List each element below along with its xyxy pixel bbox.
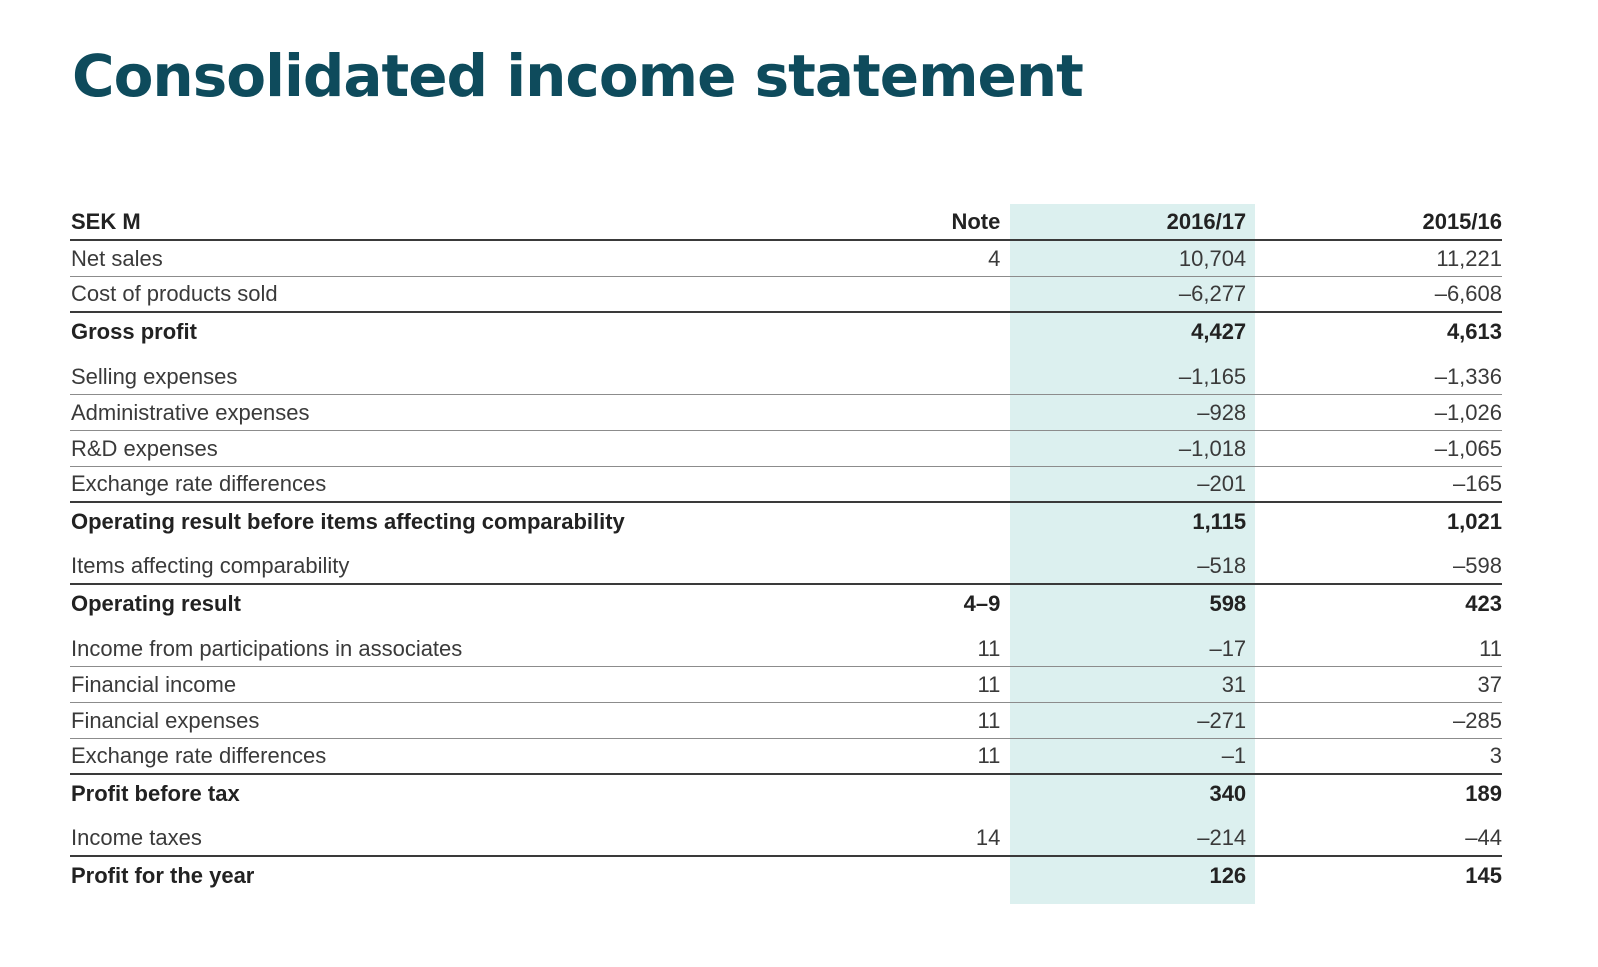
row-value-current: –1 [1221, 743, 1247, 768]
row-value-previous: –598 [1453, 553, 1502, 578]
table-row [70, 395, 1502, 431]
header-note: Note [951, 208, 1001, 234]
row-label: Income taxes [71, 825, 202, 850]
row-note: 4–9 [963, 590, 1001, 616]
row-value-previous: –1,026 [1434, 399, 1502, 425]
page-title: Consolidated income statement [72, 42, 1083, 110]
row-note: 11 [977, 671, 1001, 697]
table-total-row [70, 775, 1502, 812]
row-label: Selling expenses [71, 363, 238, 389]
table-total-row [70, 857, 1502, 894]
table-total-row [70, 585, 1502, 622]
row-value-previous: 1,021 [1446, 508, 1502, 534]
row-label: Exchange rate differences [71, 743, 327, 768]
row-label: Financial income [71, 671, 237, 697]
row-value-previous: –1,065 [1434, 435, 1502, 461]
table-body [70, 241, 1502, 894]
table-row [70, 277, 1502, 313]
row-value-previous: 145 [1465, 862, 1502, 888]
row-value-current: 4,427 [1191, 318, 1247, 344]
row-value-current: –518 [1197, 553, 1247, 578]
row-value-current: –1,018 [1178, 435, 1247, 461]
row-value-previous: 37 [1477, 671, 1502, 697]
row-value-current: 1,115 [1192, 508, 1247, 534]
table-row [70, 241, 1502, 277]
row-label: Administrative expenses [71, 399, 310, 425]
header-current-year: 2016/17 [1166, 208, 1247, 234]
row-label: Profit before tax [71, 780, 240, 806]
row-note: 11 [977, 635, 1001, 661]
row-value-previous: 11 [1479, 635, 1502, 661]
row-value-current: –1,165 [1178, 363, 1247, 389]
row-value-previous: 189 [1465, 780, 1502, 806]
row-label: Profit for the year [71, 862, 255, 888]
row-value-current: –214 [1197, 825, 1247, 850]
row-value-current: –928 [1197, 399, 1247, 425]
table-row [70, 431, 1502, 467]
row-value-previous: –1,336 [1434, 363, 1502, 389]
row-note: 14 [975, 825, 1001, 850]
row-label: Cost of products sold [71, 281, 278, 306]
row-value-current: 598 [1209, 590, 1247, 616]
row-value-previous: 4,613 [1446, 318, 1502, 344]
row-value-previous: 11,221 [1436, 245, 1502, 271]
table-row [70, 667, 1502, 703]
table-row [70, 540, 1502, 585]
row-label: Operating result before items affecting comparability [71, 508, 625, 534]
row-value-current: –6,277 [1178, 281, 1247, 306]
row-value-current: 126 [1209, 862, 1247, 888]
row-label: Net sales [71, 245, 163, 271]
row-note: 11 [977, 743, 1001, 768]
row-label: Operating result [71, 590, 241, 616]
row-note: 4 [988, 245, 1001, 271]
table-row [70, 622, 1502, 667]
row-value-previous: –165 [1453, 471, 1502, 496]
table-row [70, 703, 1502, 739]
row-value-previous: –6,608 [1434, 281, 1502, 306]
header-previous-year: 2015/16 [1422, 208, 1502, 234]
income-statement-table [70, 204, 1502, 894]
table-row [70, 812, 1502, 857]
table-total-row [70, 503, 1502, 540]
row-value-current: 340 [1209, 780, 1247, 806]
row-note: 11 [977, 707, 1001, 733]
row-label: Exchange rate differences [71, 471, 327, 496]
row-value-previous: –285 [1453, 707, 1502, 733]
row-value-current: –271 [1197, 707, 1247, 733]
table-row [70, 467, 1502, 503]
row-value-previous: –44 [1465, 825, 1502, 850]
row-label: Financial expenses [71, 707, 260, 733]
row-value-previous: 3 [1489, 743, 1502, 768]
row-value-current: –17 [1209, 635, 1247, 661]
row-value-current: 10,704 [1178, 245, 1247, 271]
row-value-current: 31 [1221, 671, 1247, 697]
row-value-previous: 423 [1465, 590, 1502, 616]
row-value-current: –201 [1197, 471, 1247, 496]
table-total-row [70, 313, 1502, 350]
row-label: Gross profit [71, 318, 197, 344]
row-label: Income from participations in associates [71, 635, 463, 661]
header-unit: SEK M [71, 208, 141, 234]
table-header-row [70, 204, 1502, 241]
table-row [70, 739, 1502, 775]
row-label: Items affecting comparability [71, 553, 350, 578]
row-label: R&D expenses [71, 435, 218, 461]
table-row [70, 350, 1502, 395]
